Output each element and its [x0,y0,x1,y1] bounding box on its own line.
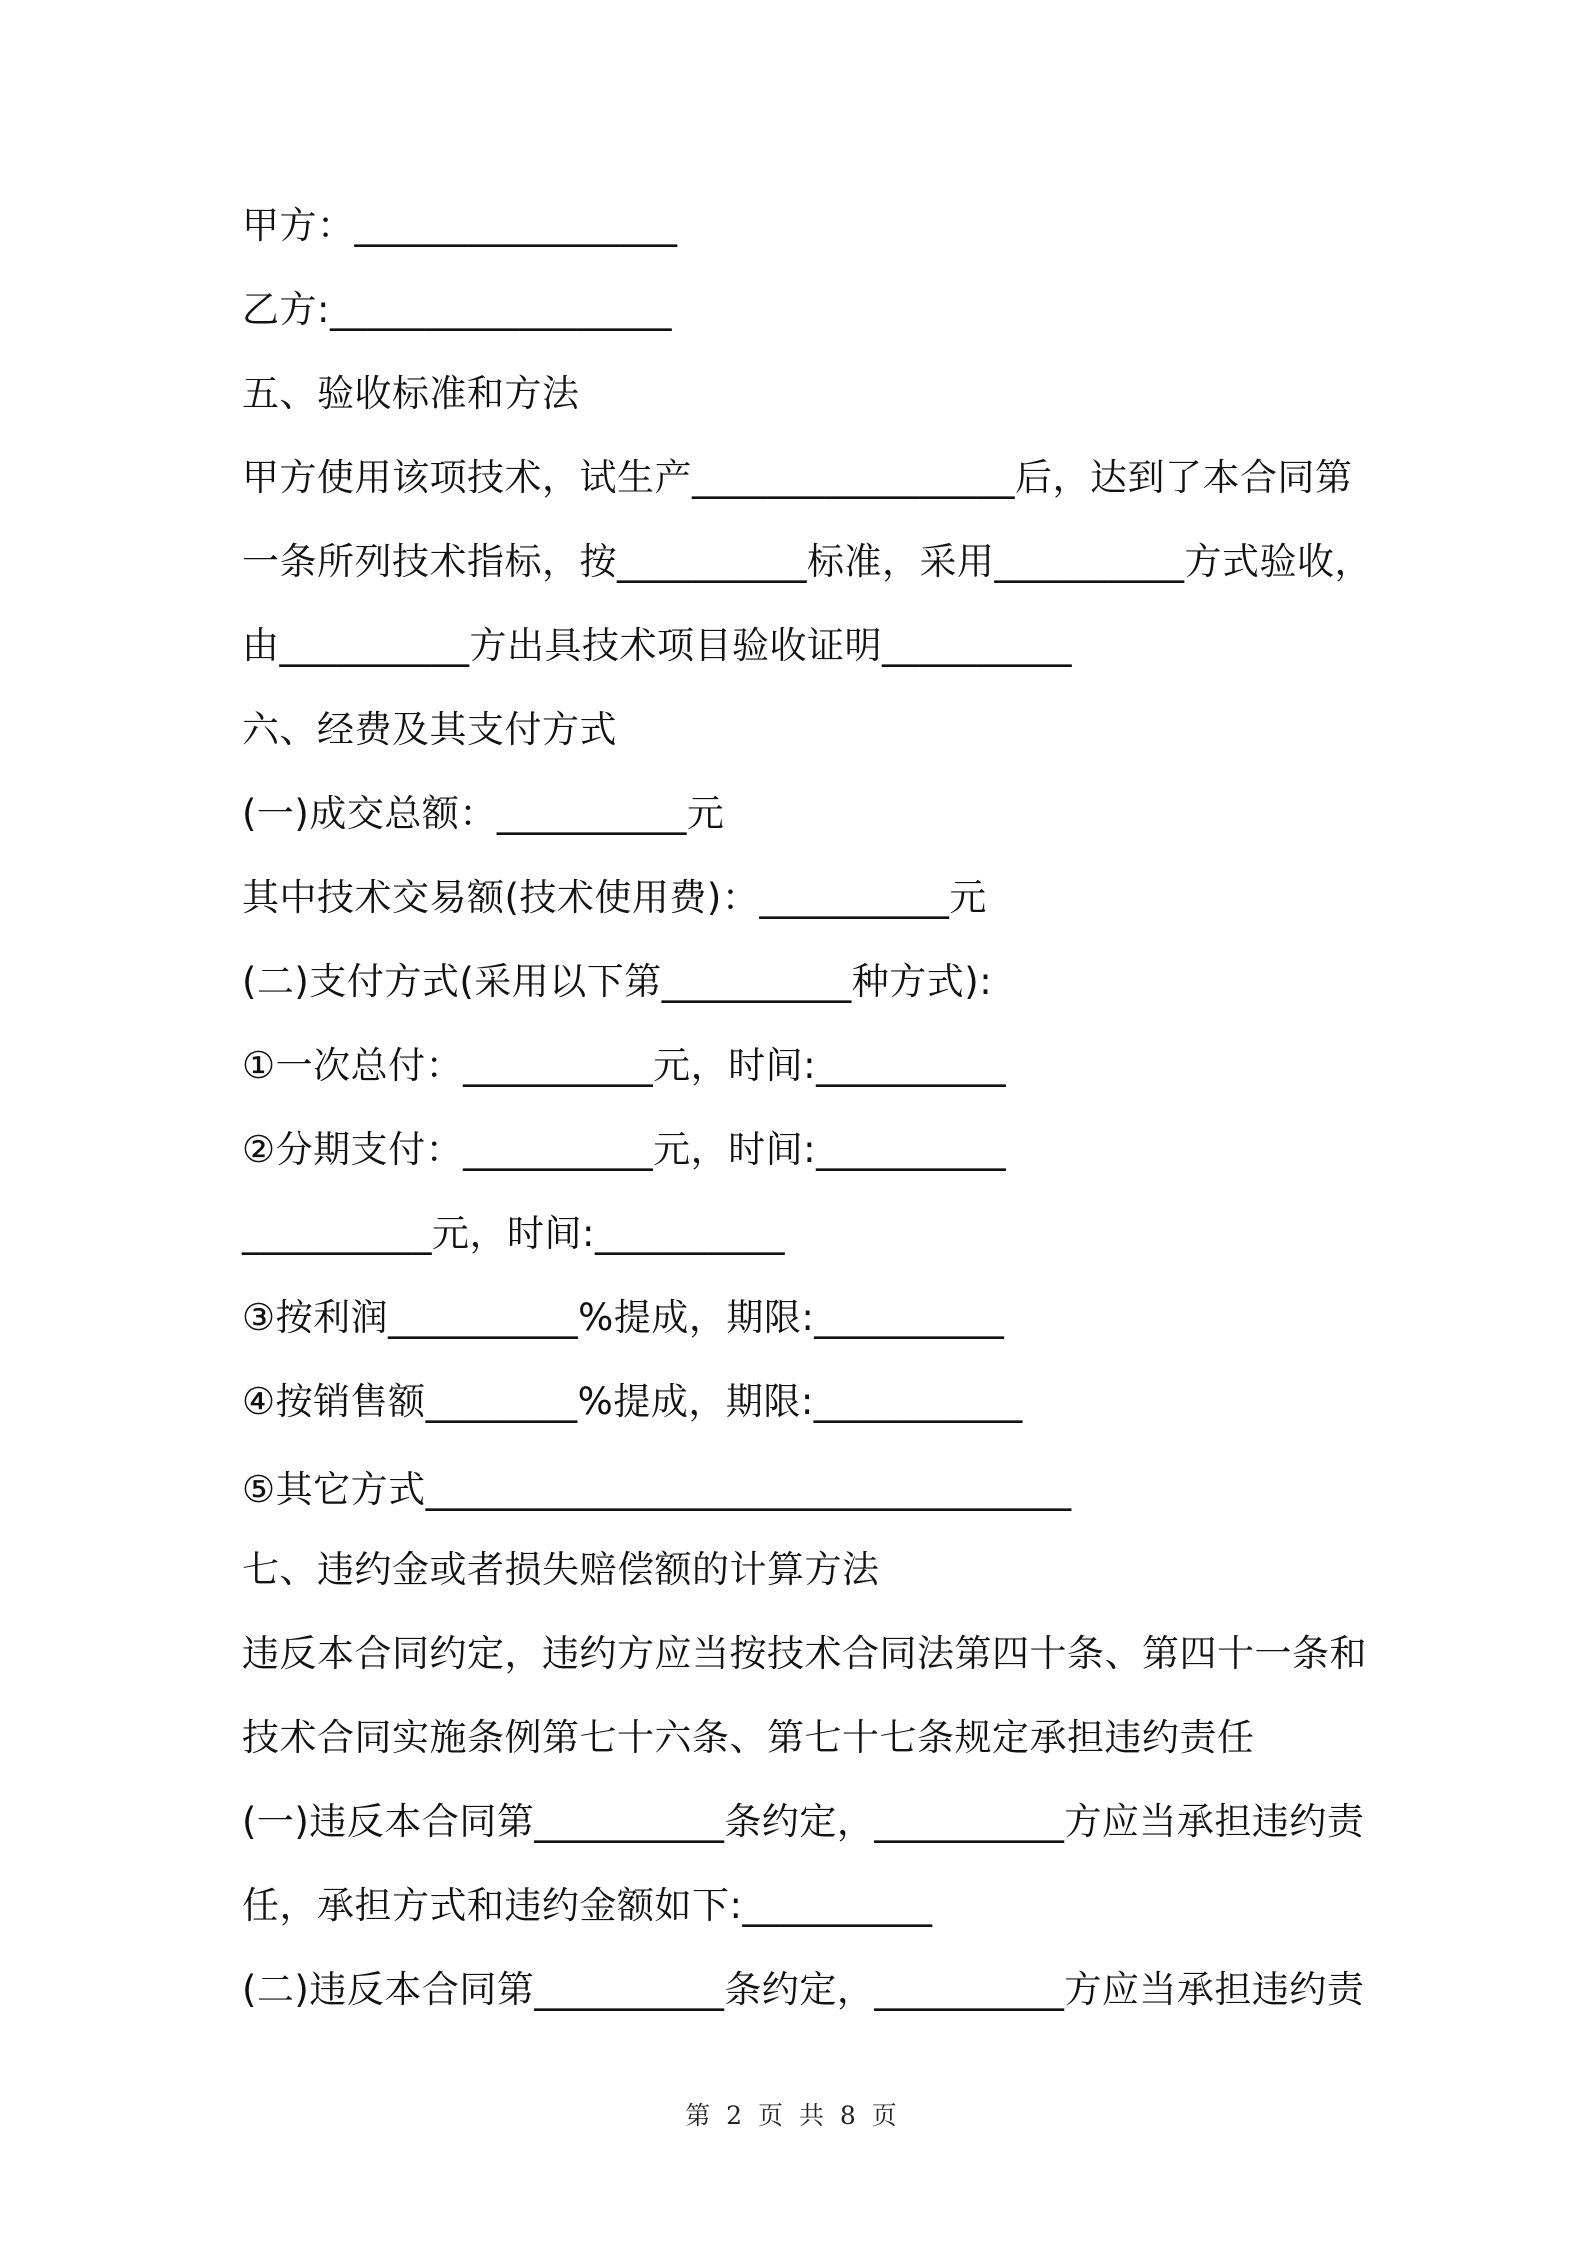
paragraph-line: (二)违反本合同第__________条约定，__________方应当承担违约责 [242,1968,1365,2011]
section-5-heading: 五、验收标准和方法 [242,372,580,415]
paragraph-line: ③按利润__________%提成，期限:__________ [242,1296,1005,1339]
paragraph-line: 任，承担方式和违约金额如下:__________ [242,1884,933,1927]
paragraph-line: ④按销售额________%提成，期限:___________ [242,1380,1023,1423]
paragraph-line: (二)支付方式(采用以下第__________种方式): [242,960,993,1003]
paragraph-line: 其中技术交易额(技术使用费)：__________元 [242,876,987,919]
party-b-line: 乙方:__________________ [242,288,672,331]
paragraph-line: (一)成交总额：__________元 [242,792,725,835]
paragraph-line: 违反本合同约定，违约方应当按技术合同法第四十条、第四十一条和 [242,1632,1367,1675]
paragraph-line: 甲方使用该项技术，试生产_________________后，达到了本合同第 [242,456,1353,499]
paragraph-line: 技术合同实施条例第七十六条、第七十七条规定承担违约责任 [242,1716,1255,1759]
party-a-line: 甲方：_________________ [242,204,678,247]
paragraph-line: ⑤其它方式__________________________________ [242,1468,1072,1511]
paragraph-line: ②分期支付：__________元，时间:__________ [242,1128,1007,1171]
paragraph-line: 一条所列技术指标，按__________标准，采用__________方式验收， [242,540,1372,583]
paragraph-line: __________元，时间:__________ [242,1212,785,1255]
paragraph-line: 由__________方出具技术项目验收证明__________ [242,624,1072,667]
page-number-footer: 第 2 页 共 8 页 [685,2101,901,2130]
section-7-heading: 七、违约金或者损失赔偿额的计算方法 [242,1548,880,1591]
paragraph-line: (一)违反本合同第__________条约定，__________方应当承担违约责 [242,1800,1365,1843]
section-6-heading: 六、经费及其支付方式 [242,708,617,751]
paragraph-line: ①一次总付：__________元，时间:__________ [242,1044,1007,1087]
